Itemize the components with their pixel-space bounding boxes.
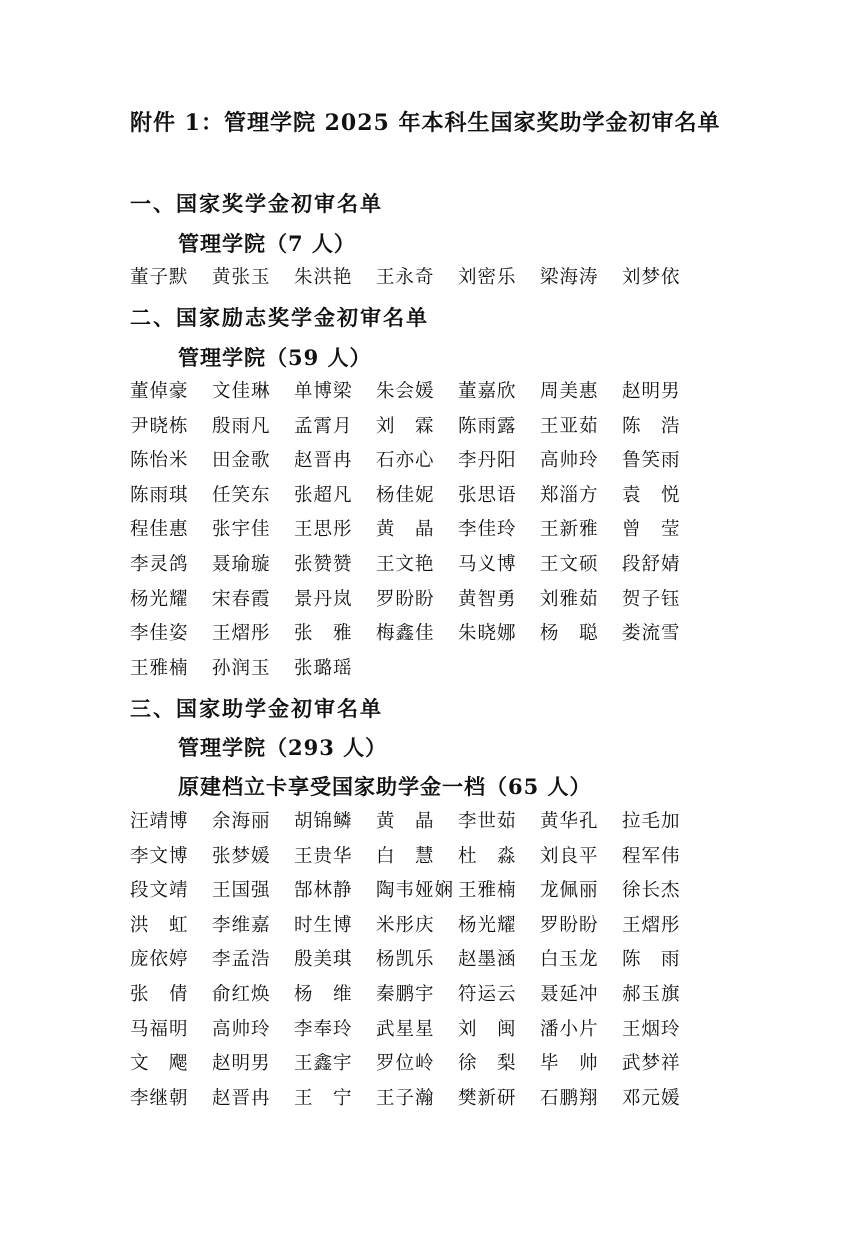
student-name: 刘密乐 [458,267,517,288]
student-name: 朱会媛 [376,381,435,402]
student-name: 刘良平 [540,845,599,867]
student-name: 王新雅 [540,519,599,541]
student-name: 黄智勇 [458,588,517,610]
student-name: 李孟浩 [212,949,271,971]
student-name: 刘 闽 [458,1018,517,1040]
student-name: 李丹阳 [458,450,517,472]
student-name: 高帅玲 [540,450,599,472]
student-name: 赵晋冉 [212,1087,271,1109]
student-name: 董嘉欣 [458,381,517,402]
student-name: 李维嘉 [212,914,271,936]
student-name: 张赞赞 [294,553,353,575]
student-name: 王烟玲 [622,1018,681,1040]
student-name: 王 宁 [294,1087,353,1109]
student-name: 徐 梨 [458,1053,517,1075]
section-heading-grant: 三、国家助学金初审名单 [130,696,383,721]
student-name: 杨凯乐 [376,949,435,971]
student-name: 武梦祥 [622,1053,681,1075]
group-label-grant-tier1: 原建档立卡享受国家助学金一档（65 人） [178,774,592,799]
student-name: 白玉龙 [540,949,599,971]
student-name: 袁 悦 [622,484,681,506]
student-name: 文 飔 [130,1053,189,1075]
student-name: 杜 淼 [458,845,517,867]
student-name: 石亦心 [376,450,435,472]
student-name: 程佳惠 [130,519,189,541]
student-name: 张宇佳 [212,519,271,541]
student-name: 陈 雨 [622,949,681,971]
student-name: 洪 虹 [130,914,189,936]
student-name: 曾 莹 [622,519,681,541]
student-name: 陈怡米 [130,450,189,472]
student-name: 秦鹏宇 [376,983,435,1005]
student-name: 张梦媛 [212,845,271,867]
student-name: 黄张玉 [212,267,271,288]
student-name: 段舒婧 [622,553,681,575]
student-name: 任笑东 [212,484,271,506]
student-name: 张 雅 [294,623,353,645]
group-label-grant-total: 管理学院（293 人） [178,735,388,760]
student-name: 王熠彤 [622,914,681,936]
student-name: 聂瑜璇 [212,553,271,575]
student-name: 高帅玲 [212,1018,271,1040]
student-name: 王雅楠 [130,657,189,679]
student-name: 刘雅茹 [540,588,599,610]
student-name: 程军伟 [622,845,681,867]
section-heading-scholarship: 一、国家奖学金初审名单 [130,191,383,216]
student-name: 邓元媛 [622,1087,681,1109]
student-name: 汪靖博 [130,811,189,832]
student-name: 张 倩 [130,983,189,1005]
student-name: 王鑫宇 [294,1053,353,1075]
student-name: 郝玉旗 [622,983,681,1005]
student-name: 娄流雪 [622,623,681,645]
student-name: 余海丽 [212,811,271,832]
student-name: 米彤庆 [376,914,435,936]
group-label-scholarship: 管理学院（7 人） [178,231,356,256]
student-name: 段文靖 [130,880,189,902]
student-name: 罗盼盼 [540,914,599,936]
student-name: 殷美琪 [294,949,353,971]
student-name: 董倬豪 [130,381,189,402]
student-name: 王文艳 [376,553,435,575]
student-name: 时生博 [294,914,353,936]
student-name: 宋春霞 [212,588,271,610]
student-name: 王文硕 [540,553,599,575]
student-name: 杨 维 [294,983,353,1005]
name-list-inspirational [130,375,704,686]
student-name: 赵明男 [622,381,681,402]
student-name: 李奉玲 [294,1018,353,1040]
student-name: 鲁笑雨 [622,450,681,472]
student-name: 梁海涛 [540,267,599,288]
student-name: 殷雨凡 [212,415,271,437]
student-name: 杨光耀 [130,588,189,610]
student-name: 武星星 [376,1018,435,1040]
section-heading-inspirational: 二、国家励志奖学金初审名单 [130,305,429,330]
group-label-inspirational: 管理学院（59 人） [178,345,372,370]
student-name: 王子瀚 [376,1087,435,1109]
student-name: 陶韦娅娴 [376,880,455,902]
student-name: 梅鑫佳 [376,623,435,645]
student-name: 拉毛加 [622,811,681,832]
student-name: 陈雨露 [458,415,517,437]
student-name: 白 慧 [376,845,435,867]
student-name: 张思语 [458,484,517,506]
student-name: 王贵华 [294,845,353,867]
student-name: 李灵鸽 [130,553,189,575]
student-name: 龙佩丽 [540,880,599,902]
student-name: 田金歌 [212,450,271,472]
student-name: 刘梦依 [622,267,681,288]
student-name: 陈雨琪 [130,484,189,506]
student-name: 王熠彤 [212,623,271,645]
student-name: 李佳姿 [130,623,189,645]
student-name: 罗位岭 [376,1053,435,1075]
student-name: 俞红焕 [212,983,271,1005]
student-name: 尹晓栋 [130,415,189,437]
student-name: 贺子钰 [622,588,681,610]
student-name: 毕 帅 [540,1053,599,1075]
student-name: 樊新研 [458,1087,517,1109]
student-name: 黄 晶 [376,811,435,832]
student-name: 罗盼盼 [376,588,435,610]
student-name: 赵明男 [212,1053,271,1075]
student-name: 王雅楠 [458,880,517,902]
name-list-grant-tier1 [130,805,704,1116]
student-name: 符运云 [458,983,517,1005]
student-name: 黄华孔 [540,811,599,832]
student-name: 马义博 [458,553,517,575]
student-name: 王亚茹 [540,415,599,437]
student-name: 潘小片 [540,1018,599,1040]
student-name: 张璐瑶 [294,657,353,679]
student-name: 李世茹 [458,811,517,832]
student-name: 黄 晶 [376,519,435,541]
student-name: 郜林静 [294,880,353,902]
student-name: 孟霄月 [294,415,353,437]
student-name: 孙润玉 [212,657,271,679]
student-name: 庞依婷 [130,949,189,971]
name-list-scholarship [130,261,704,296]
student-name: 聂延冲 [540,983,599,1005]
document-title: 附件 1：管理学院 2025 年本科生国家奖助学金初审名单 [130,110,721,136]
student-name: 景丹岚 [294,588,353,610]
student-name: 刘 霖 [376,415,435,437]
student-name: 石鹏翔 [540,1087,599,1109]
student-name: 朱洪艳 [294,267,353,288]
student-name: 王永奇 [376,267,435,288]
student-name: 赵晋冉 [294,450,353,472]
student-name: 陈 浩 [622,415,681,437]
student-name: 王国强 [212,880,271,902]
student-name: 徐长杰 [622,880,681,902]
student-name: 杨光耀 [458,914,517,936]
student-name: 李继朝 [130,1087,189,1109]
student-name: 王思彤 [294,519,353,541]
student-name: 杨佳妮 [376,484,435,506]
student-name: 李文博 [130,845,189,867]
student-name: 李佳玲 [458,519,517,541]
student-name: 朱晓娜 [458,623,517,645]
student-name: 董子默 [130,267,189,288]
student-name: 周美惠 [540,381,599,402]
student-name: 文佳琳 [212,381,271,402]
student-name: 胡锦鳞 [294,811,353,832]
student-name: 郑淄方 [540,484,599,506]
student-name: 马福明 [130,1018,189,1040]
student-name: 赵墨涵 [458,949,517,971]
student-name: 张超凡 [294,484,353,506]
student-name: 单博梁 [294,381,353,402]
student-name: 杨 聪 [540,623,599,645]
